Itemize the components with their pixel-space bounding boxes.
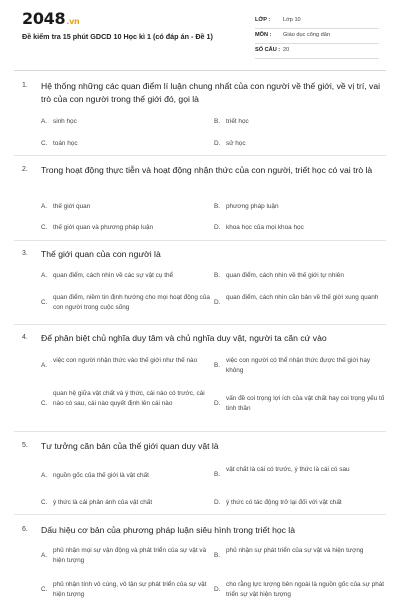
question-text: Tư tưởng căn bản của thế giới quan duy vật là: [41, 441, 219, 451]
question-text: Thế giới quan của con người là: [41, 249, 161, 259]
option-letter: D.: [214, 224, 221, 231]
option-letter: A.: [41, 362, 48, 369]
question-text: Để phân biệt chủ nghĩa duy tâm và chủ nghĩa duy vật, người ta căn cứ vào: [41, 333, 327, 343]
option-letter: D.: [214, 140, 221, 147]
option-text: ý thức là cái phản ánh của vật chất: [53, 499, 153, 506]
option-text: quan điểm, niềm tin định hướng cho mọi hoạt động của con người trong cuộc sống: [53, 294, 210, 311]
option-text: khoa học của mọi khoa học: [226, 224, 304, 231]
option-text: cho rằng lực lượng bên ngoài là nguồn gốc của sự phát triển sự vật hiện tượng: [226, 581, 385, 598]
option-letter: C.: [41, 140, 48, 147]
info-value: 20: [283, 47, 290, 53]
option-letter: A.: [41, 118, 48, 125]
option-letter: B.: [214, 362, 221, 369]
option-text: toán học: [53, 140, 78, 147]
option-letter: A.: [41, 472, 48, 479]
question-divider: [14, 431, 386, 432]
question-number: 2.: [22, 166, 28, 173]
option-letter: C.: [41, 400, 48, 407]
option-letter: D.: [214, 299, 221, 306]
option-text: vật chất là cái có trước, ý thức là cái có sau: [226, 466, 350, 473]
option-text: quan điểm, cách nhìn về các sự vật cụ thể: [53, 272, 174, 279]
option-letter: A.: [41, 552, 48, 559]
info-label: LỚP :: [255, 17, 271, 23]
option-text: ý thức có tác động trở lại đối với vật chất: [226, 499, 342, 506]
option-text: việc con người nhận thức vào thế giới như thế nào: [53, 357, 198, 364]
info-value: Giáo dục công dân: [283, 32, 330, 38]
option-letter: C.: [41, 499, 48, 506]
option-letter: B.: [214, 272, 221, 279]
option-text: việc con người có thể nhận thức được thế giới hay không: [226, 357, 371, 374]
question-text: Hệ thống những các quan điểm lí luận chung nhất của con người về thế giới, về vị trí, vai trò của con người trong thế giới đó, gọi là: [41, 81, 381, 104]
option-text: phủ nhận sự phát triển của sự vật và hiện tượng: [226, 547, 364, 554]
info-table: [255, 14, 379, 59]
option-letter: C.: [41, 224, 48, 231]
option-letter: B.: [214, 203, 221, 210]
question-text: Trong hoạt động thực tiễn và hoạt động nhận thức của con người, triết học có vai trò là: [41, 165, 373, 175]
option-text: sử học: [226, 140, 246, 147]
option-letter: D.: [214, 586, 221, 593]
question-text: Dấu hiệu cơ bản của phương pháp luận siêu hình trong triết học là: [41, 525, 295, 535]
header-divider: [14, 70, 386, 71]
option-text: nguồn gốc của thế giới là vật chất: [53, 472, 149, 479]
option-text: quan điểm, cách nhìn căn bản về thế giới xung quanh: [226, 294, 379, 301]
option-text: quan điểm, cách nhìn về thế giới tự nhiên: [226, 272, 344, 279]
info-row-count: [255, 44, 379, 59]
info-label: MÔN :: [255, 32, 272, 38]
option-letter: D.: [214, 400, 221, 407]
question-number: 1.: [22, 82, 28, 89]
document-title: Đề kiểm tra 15 phút GDCD 10 Học kì 1 (có đáp án - Đề 1): [22, 32, 213, 41]
option-text: thế giới quan và phương pháp luận: [53, 224, 154, 231]
option-text: sinh học: [53, 118, 77, 125]
option-text: vấn đề coi trọng lợi ích của vật chất hay coi trọng yếu tố tinh thần: [226, 395, 385, 412]
question-number: 6.: [22, 526, 28, 533]
option-text: triết học: [226, 118, 249, 125]
logo-text: 2048: [22, 9, 66, 28]
info-value: Lớp 10: [283, 17, 301, 23]
option-text: thế giới quan: [53, 203, 91, 210]
option-letter: B.: [214, 118, 221, 125]
logo-suffix: .vn: [66, 17, 80, 26]
question-divider: [14, 514, 386, 515]
question-divider: [14, 155, 386, 156]
question-number: 5.: [22, 442, 28, 449]
document-header: [0, 0, 400, 68]
option-letter: A.: [41, 272, 48, 279]
option-letter: D.: [214, 499, 221, 506]
option-text: quan hệ giữa vật chất và ý thức, cái nào có trước, cái nào có sau, cái nào quyết định lên cái nào: [53, 390, 205, 407]
info-label: SỐ CÂU :: [255, 47, 281, 53]
site-logo[interactable]: [22, 9, 79, 28]
info-row-class: [255, 14, 379, 29]
question-divider: [14, 240, 386, 241]
question-divider: [14, 324, 386, 325]
option-text: phủ nhận tính vô cùng, vô tận sự phát triển của sự vật hiện tượng: [53, 581, 207, 598]
option-text: phương pháp luận: [226, 203, 279, 210]
option-letter: C.: [41, 586, 48, 593]
option-letter: A.: [41, 203, 48, 210]
question-number: 3.: [22, 250, 28, 257]
info-row-subject: [255, 29, 379, 44]
option-letter: B.: [214, 471, 221, 478]
question-number: 4.: [22, 334, 28, 341]
option-letter: C.: [41, 299, 48, 306]
option-text: phủ nhận mọi sự vận động và phát triển của sự vật và hiện tượng: [53, 547, 207, 564]
option-letter: B.: [214, 552, 221, 559]
